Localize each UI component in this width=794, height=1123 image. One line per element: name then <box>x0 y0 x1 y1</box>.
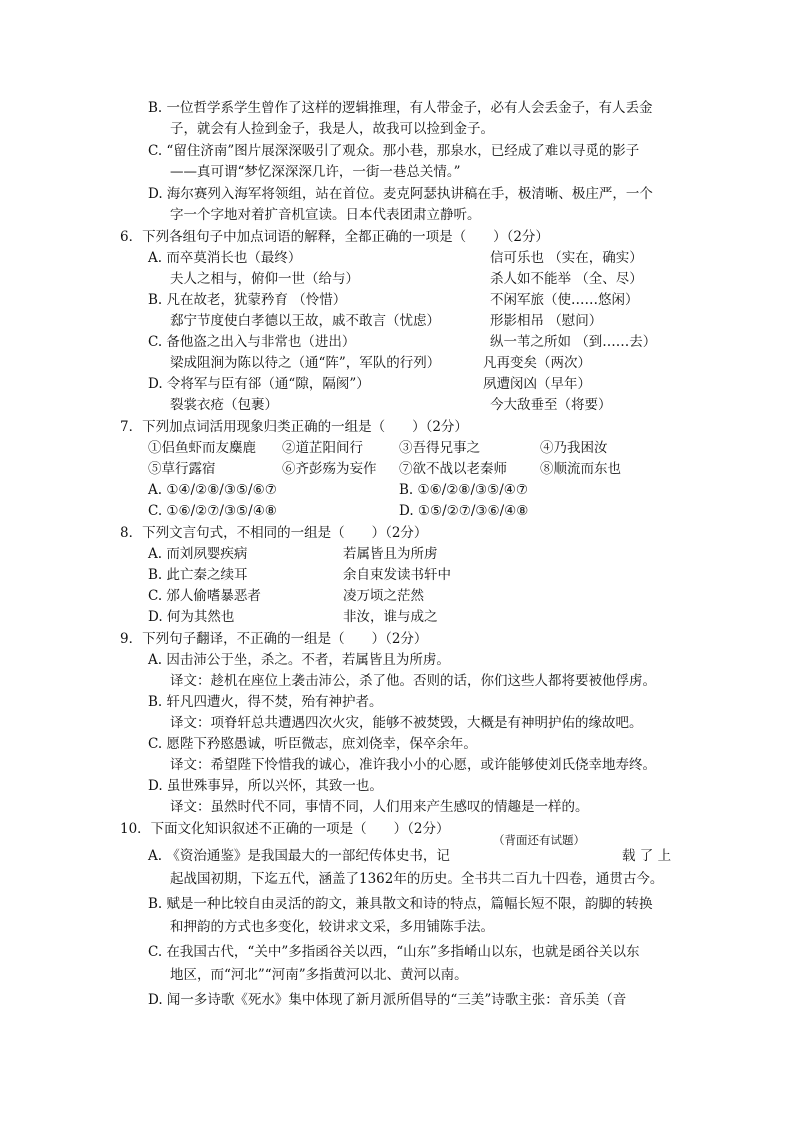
text-line-q8-c2: 凌万顷之茫然 <box>343 588 424 604</box>
text-line-q8-b2: 余自束发读书轩中 <box>343 567 451 583</box>
text-line-q8-d1: D. 何为其然也 <box>148 609 235 625</box>
text-line-q9-b2: 译文：项脊轩总共遭遇四次火灾，能够不被焚毁，大概是有神明护佑的缘故吧。 <box>170 715 643 731</box>
text-line-q6-d3: 裂裳衣疮（包裹） <box>170 397 278 413</box>
text-line-b-opt-1: B. 一位哲学系学生曾作了这样的逻辑推理，有人带金子，必有人会丢金子，有人丢金 <box>148 100 653 116</box>
text-line-q7-r2d: ⑧顺流而东也 <box>540 461 621 477</box>
text-line-q7-r2a: ⑤草行露宿 <box>148 461 216 477</box>
text-line-q7-r1a: ①侣鱼虾而友麋鹿 <box>148 440 256 456</box>
text-line-q6-d1: D. 令将军与臣有郤（通“隙，隔阂”） <box>148 376 370 392</box>
text-line-q7-r1d: ④乃我困汝 <box>540 440 608 456</box>
text-line-q7-a: A. ①④/②⑧/③⑤/⑥⑦ <box>148 482 277 498</box>
text-line-q10-a2: 起战国初期，下迄五代，涵盖了1362年的历史。全书共二百九十四卷，通贯古今。 <box>170 871 664 887</box>
text-line-q10: 10．下面文化知识叙述不正确的一项是（ ）（2分） <box>120 821 450 837</box>
text-line-q6: 6．下列各组句子中加点词语的解释，全都正确的一项是（ ）（2分） <box>120 229 549 245</box>
text-line-q10-d1: D. 闻一多诗歌《死水》集中体现了新月派所倡导的“三美”诗歌主张：音乐美（音 <box>148 992 627 1008</box>
back-side-note: （背面还有试题） <box>493 833 585 847</box>
text-line-q9-c2: 译文：希望陛下怜惜我的诚心，准许我小小的心愿，或许能够使刘氏侥幸地寿终。 <box>170 757 656 773</box>
text-line-q8-a2: 若属皆且为所虏 <box>343 546 438 562</box>
text-line-q10-a1: A. 《资治通鉴》是我国最大的一部纪传体史书，记 <box>148 848 450 864</box>
text-line-q7-r1b: ②道芷阳间行 <box>282 440 363 456</box>
text-line-d-opt-2: 字一个字地对着扩音机宣读。日本代表团肃立静听。 <box>170 207 481 223</box>
text-line-q8-b1: B. 此亡秦之续耳 <box>148 567 248 583</box>
text-line-q9-d2: 译文：虽然时代不同，事情不同，人们用来产生感叹的情趣是一样的。 <box>170 799 589 815</box>
text-line-q6-a3: 夫人之相与，俯仰一世（给与） <box>170 271 359 287</box>
text-line-q6-b2: 不闲军旅（使……悠闲） <box>490 292 639 308</box>
text-line-q7-b: B. ①⑥/②⑧/③⑤/④⑦ <box>399 482 528 498</box>
text-line-q10-c2: 地区，而“河北”“河南”多指黄河以北、黄河以南。 <box>170 967 468 983</box>
text-line-q7-d: D. ①⑤/②⑦/③⑥/④⑧ <box>399 503 529 519</box>
text-line-q7-r2b: ⑥齐彭殇为妄作 <box>282 461 377 477</box>
text-line-q6-c3: 梁成阻涧为陈以待之（通“阵”，军队的行列） <box>170 355 441 371</box>
text-line-d-opt-1: D. 海尔赛列入海军将领组，站在首位。麦克阿瑟执讲稿在手，极清晰、极庄严，一个 <box>148 186 653 202</box>
text-line-q6-a4: 杀人如不能举 （全、尽） <box>490 271 643 287</box>
text-line-q8-d2: 非汝，谁与成之 <box>343 609 438 625</box>
text-line-q10-a1-end: 载 了 上 <box>622 848 672 864</box>
text-line-q10-b2: 和押韵的方式也多变化，较讲求文采，多用铺陈手法。 <box>170 919 494 935</box>
text-line-q6-b4: 形影相吊 （慰问） <box>490 313 603 329</box>
text-line-b-opt-2: 子，就会有人捡到金子，我是人，故我可以捡到金子。 <box>170 121 494 137</box>
text-line-q9-c1: C. 愿陛下矜愍愚诚，听臣微志，庶刘侥幸，保卒余年。 <box>148 736 477 752</box>
text-line-q6-d4: 今大敌垂至（将要） <box>490 397 612 413</box>
text-line-q9: 9．下列句子翻译，不正确的一组是（ ）（2分） <box>120 631 428 647</box>
text-line-q9-a1: A. 因击沛公于坐，杀之。不者，若属皆且为所虏。 <box>148 652 450 668</box>
text-line-q9-b1: B. 轩凡四遭火，得不焚，殆有神护者。 <box>148 694 383 710</box>
text-line-q7-c: C. ①⑥/②⑦/③⑤/④⑧ <box>148 503 277 519</box>
text-line-q6-b3: 郄宁节度使白孝德以王故，戚不敢言（忧虑） <box>170 313 440 329</box>
text-line-q7: 7．下列加点词活用现象归类正确的一组是（ ）（2分） <box>120 419 468 435</box>
text-line-c-opt-1: C. “留住济南”图片展深深吸引了观众。那小巷，那泉水，已经成了难以寻觅的影子 <box>148 143 640 159</box>
text-line-q6-d2: 夙遭闵凶（早年） <box>483 376 591 392</box>
text-line-q10-b1: B. 赋是一种比较自由灵活的韵文，兼具散文和诗的特点，篇幅长短不限，韵脚的转换 <box>148 896 653 912</box>
text-line-q9-a2: 译文：趁机在座位上袭击沛公，杀了他。否则的话，你们这些人都将要被他俘虏。 <box>170 673 656 689</box>
text-line-q10-c1: C. 在我国古代，“关中”多指函谷关以西，“山东”多指崤山以东，也就是函谷关以东 <box>148 944 640 960</box>
text-line-q7-r2c: ⑦欲不战以老秦师 <box>399 461 507 477</box>
text-line-q6-b1: B. 凡在故老，犹蒙矜育 （怜惜） <box>148 292 347 308</box>
text-line-q8-c1: C. 邠人偷嗜暴恶者 <box>148 588 261 604</box>
text-line-q8: 8．下列文言句式，不相同的一组是（ ）（2分） <box>120 525 428 541</box>
text-line-c-opt-2: ——真可谓“梦忆深深深几许，一街一巷总关情。” <box>170 164 461 180</box>
text-line-q6-c4: 凡再变矣（两次） <box>483 355 591 371</box>
text-line-q6-c2: 纵一苇之所如 （到……去） <box>490 334 657 350</box>
text-line-q7-r1c: ③吾得兄事之 <box>399 440 480 456</box>
text-line-q9-d1: D. 虽世殊事异，所以兴怀，其致一也。 <box>148 778 383 794</box>
text-line-q8-a1: A. 而刘夙婴疾病 <box>148 546 248 562</box>
text-line-q6-a1: A. 而卒莫消长也（最终） <box>148 250 302 266</box>
text-line-q6-c1: C. 备他盗之出入与非常也（进出） <box>148 334 356 350</box>
text-line-q6-a2: 信可乐也 （实在，确实） <box>490 250 643 266</box>
